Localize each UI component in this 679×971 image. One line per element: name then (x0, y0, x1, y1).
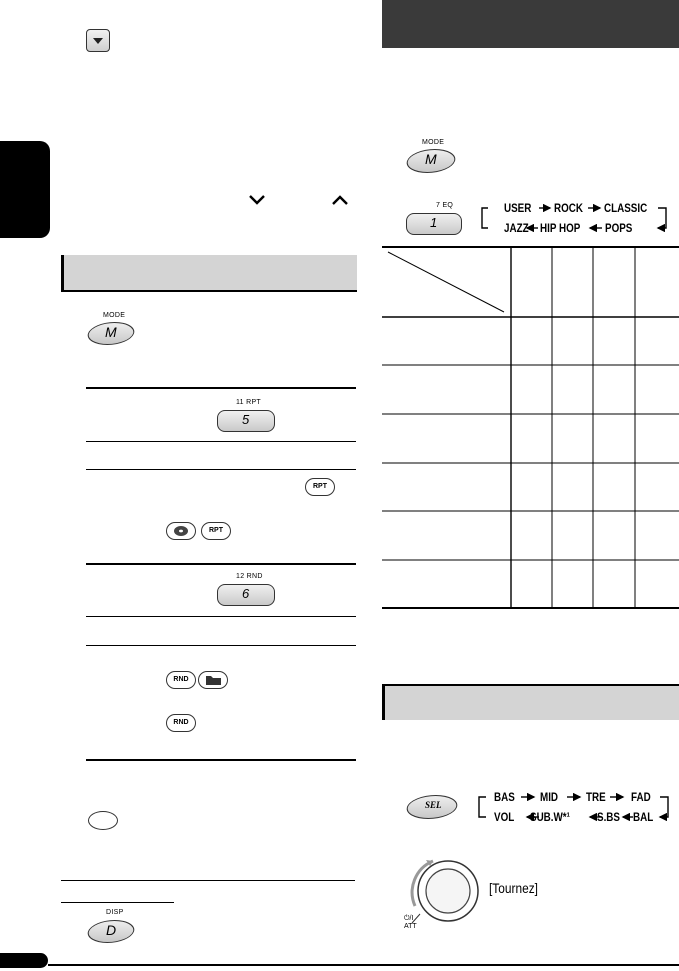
key-5-number: 5 (242, 412, 250, 427)
mode-key-letter: M (425, 151, 437, 167)
sel-vol: VOL (494, 810, 515, 824)
sel-subw: SUB.W*¹ (530, 810, 570, 824)
right-header-band (382, 0, 679, 48)
footnote-underline (61, 902, 174, 903)
sel-sbs: S.BS (597, 810, 620, 824)
sel-tre: TRE (586, 790, 606, 804)
eq-pops: POPS (605, 221, 633, 235)
sel-bas: BAS (494, 790, 515, 804)
key-1-number: 1 (430, 215, 438, 230)
sel-key-label: SEL (425, 800, 442, 810)
divider (86, 387, 356, 389)
chevron-up-icon (330, 193, 350, 207)
section-header-band (61, 255, 357, 292)
disp-key-letter: D (106, 922, 117, 938)
divider (86, 759, 356, 761)
disp-key-label: DISP (106, 909, 124, 916)
page-number-tab (0, 953, 48, 968)
knob-turn-label: [Tournez] (489, 880, 538, 896)
divider (86, 616, 356, 617)
rnd-icon: RND (166, 714, 196, 732)
rpt-icon: RPT (201, 522, 231, 540)
sel-bal: BAL (633, 810, 654, 824)
divider (86, 563, 356, 565)
folder-icon (198, 671, 228, 689)
eq-rock: ROCK (554, 201, 583, 215)
sel-fad: FAD (631, 790, 651, 804)
eq-classic: CLASSIC (604, 201, 648, 215)
rnd-icon: RND (166, 671, 196, 689)
key-6-number: 6 (242, 586, 250, 601)
eq-user: USER (504, 201, 532, 215)
divider (86, 645, 356, 646)
mode-key-label: MODE (103, 312, 126, 319)
sel-mid: MID (540, 790, 559, 804)
rpt-key-label: 11 RPT (236, 399, 262, 406)
mode-key-label: MODE (422, 139, 445, 146)
rpt-icon: RPT (305, 478, 335, 496)
down-arrow-button[interactable] (86, 29, 110, 52)
footnote-rule (61, 880, 355, 881)
eq-key-label: 7 EQ (436, 202, 454, 209)
mode-key-letter: M (105, 324, 117, 340)
eq-table (380, 246, 679, 612)
round-button[interactable] (88, 811, 118, 830)
divider (86, 441, 356, 442)
section-tab (0, 141, 50, 238)
triangle-down-icon (87, 30, 109, 50)
eq-hiphop: HIP HOP (540, 221, 581, 235)
rnd-key-label: 12 RND (236, 573, 263, 580)
section-header-band (382, 684, 679, 720)
chevron-down-icon (247, 193, 267, 207)
bottom-rule (48, 964, 679, 966)
knob-power-label: ⏻/I ATT (404, 915, 417, 930)
divider (86, 469, 356, 470)
eq-jazz: JAZZ (504, 221, 529, 235)
disc-icon (166, 522, 196, 540)
